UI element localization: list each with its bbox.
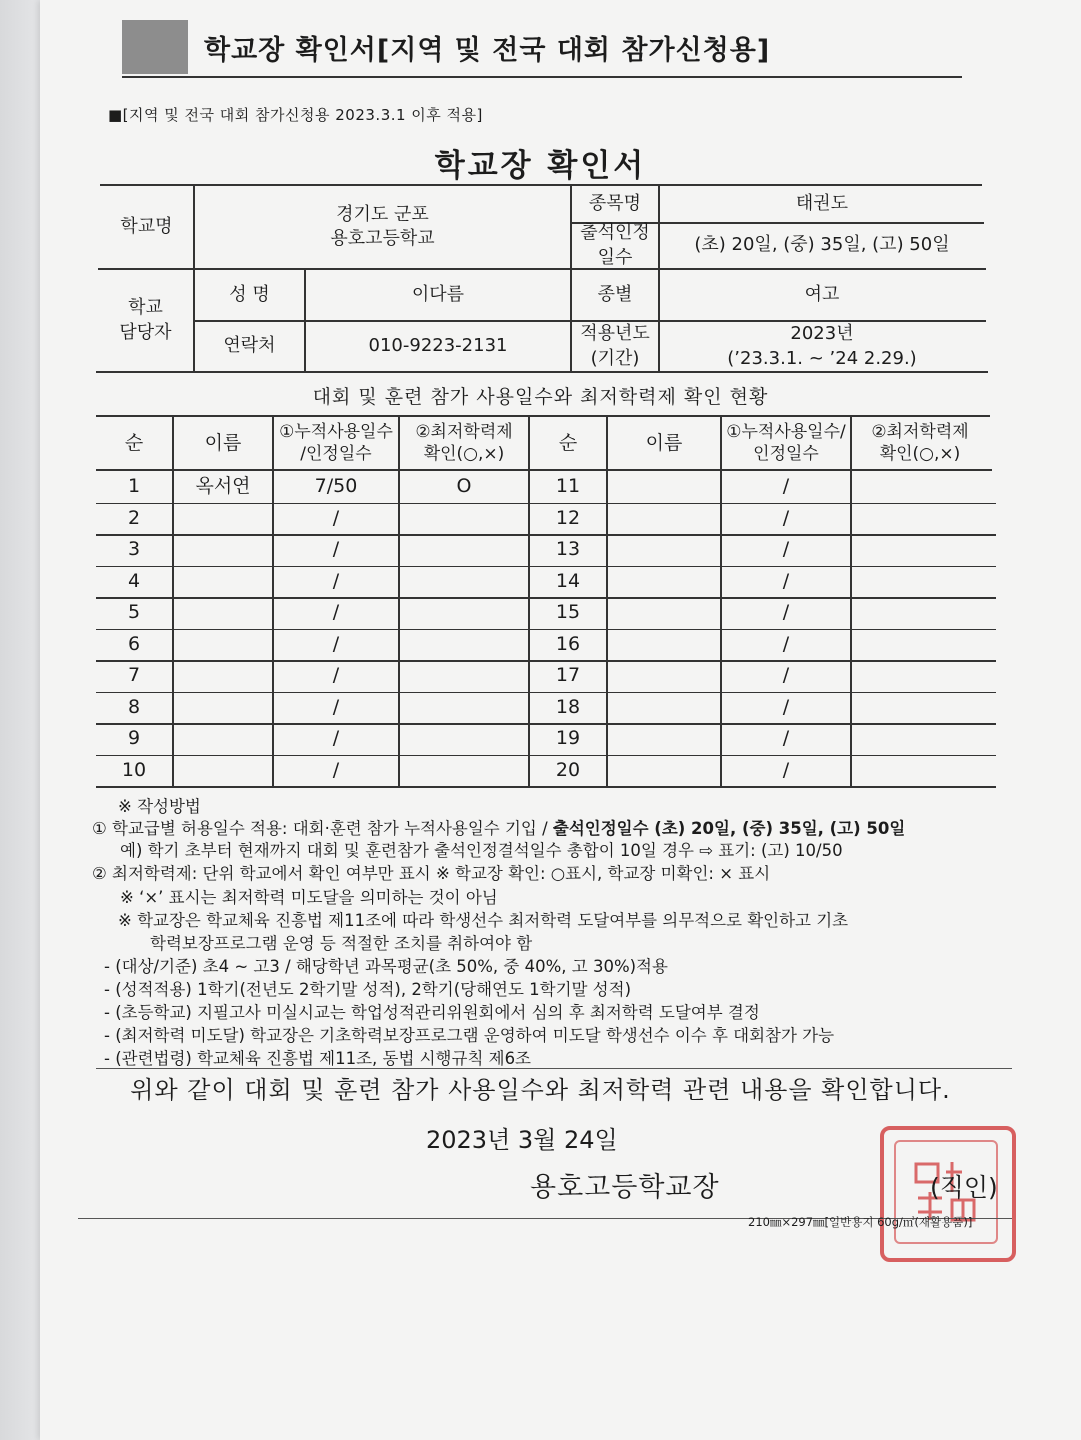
- roster-cell-no2: 12: [555, 506, 581, 529]
- phone-value: 010-9223-2131: [368, 335, 508, 357]
- roster-cell-no2: 19: [555, 727, 581, 750]
- roster-cell-days2: /: [782, 695, 790, 718]
- roster-cell-days2: /: [782, 538, 790, 561]
- note-1: [92, 815, 905, 839]
- banner-underline: [122, 76, 962, 78]
- header-no-left: 순: [124, 431, 144, 454]
- roster-cell-check: [400, 597, 528, 629]
- header-check-left: [400, 417, 528, 469]
- roster-cell-days2: /: [782, 475, 790, 498]
- roster-cell-days: /: [332, 632, 340, 655]
- roster-cell-no2: 17: [555, 664, 581, 687]
- roster-cell-no2: 16: [555, 632, 581, 655]
- attendance-label: [572, 223, 658, 268]
- section-title: 대회 및 훈련 참가 사용일수와 최저학력제 확인 현황: [312, 386, 769, 408]
- note-10: - (관련법령) 학교체육 진흥법 제11조, 동법 시행규칙 제6조: [104, 1049, 531, 1068]
- header-check-left-line1: ②최저학력제: [415, 421, 513, 442]
- note-2: ② 최저학력제: 단위 학교에서 확인 여부만 표시 ※ 학교장 확인: ○표시, 학교장 미확인: × 표시: [92, 864, 771, 883]
- roster-cell-no: 3: [127, 538, 141, 561]
- roster-cell-check: [400, 566, 528, 598]
- roster-cell-name: [174, 723, 272, 755]
- header-check-left-line2: 확인(○,×): [423, 444, 505, 464]
- note-5: 학력보장프로그램 운영 등 적절한 조치를 취하여야 함: [150, 934, 533, 953]
- roster-cell-check: [400, 534, 528, 566]
- school-line1: 경기도 군포: [336, 203, 429, 225]
- school-value: [195, 186, 570, 268]
- note-4: ※ 학교장은 학교체육 진흥법 제11조에 따라 학생선수 최저학력 도달여부를 의무적으로 확인하고 기초: [118, 911, 849, 930]
- phone-label: 연락처: [223, 335, 276, 357]
- roster-cell-check: [400, 723, 528, 755]
- roster-cell-check2: [852, 723, 988, 755]
- roster-cell-no: 10: [121, 758, 147, 781]
- roster-cell-days: /: [332, 758, 340, 781]
- note-7: - (성적적용) 1학기(전년도 2학기말 성적), 2학기(당해연도 1학기말 성적): [104, 980, 632, 999]
- header-check-right-line1: ②최저학력제: [871, 421, 969, 442]
- contact-label: [98, 270, 193, 371]
- roster-cell-name: [174, 534, 272, 566]
- roster-cell-name2: [608, 723, 720, 755]
- roster-cell-name: 옥서연: [195, 475, 251, 498]
- header-no-right: 순: [558, 431, 578, 454]
- roster-cell-no: 1: [127, 475, 141, 498]
- roster-cell-days: /: [332, 569, 340, 592]
- header-days-right: [722, 417, 850, 469]
- year-value-line2: (’23.3.1. ~ ’24 2.29.): [727, 347, 917, 369]
- sport-label: 종목명: [588, 192, 642, 214]
- year-value: [660, 322, 984, 371]
- roster-cell-name2: [608, 566, 720, 598]
- roster-cell-days: /: [332, 727, 340, 750]
- roster-cell-name: [174, 660, 272, 692]
- header-name-right: 이름: [645, 431, 683, 454]
- roster-cell-name2: [608, 534, 720, 566]
- roster-cell-check: [400, 692, 528, 724]
- roster-cell-no2: 14: [555, 569, 581, 592]
- roster-cell-days2: /: [782, 664, 790, 687]
- roster-cell-no: 4: [127, 569, 141, 592]
- roster-cell-name2: [608, 629, 720, 661]
- name-label: 성 명: [229, 283, 270, 305]
- roster-cell-name: [174, 503, 272, 535]
- roster-cell-no: 9: [127, 727, 141, 750]
- gender-label: 종별: [597, 283, 633, 305]
- roster-cell-days2: /: [782, 758, 790, 781]
- contact-label-line2: 담당자: [119, 321, 172, 343]
- roster-cell-name: [174, 597, 272, 629]
- header-days-right-line1: ①누적사용일수/: [726, 421, 846, 442]
- note-1-text: ① 학교급별 허용일수 적용: 대회·훈련 참가 누적사용일수 기입 /: [92, 819, 553, 838]
- roster-cell-no2: 20: [555, 758, 581, 781]
- header-days-right-line2: 인정일수: [753, 444, 819, 464]
- roster-cell-name2: [608, 660, 720, 692]
- roster-cell-check2: [852, 534, 988, 566]
- header-banner: [122, 20, 962, 78]
- attendance-label-line2: 일수: [597, 246, 633, 268]
- roster-cell-check2: [852, 471, 988, 503]
- banner-gray-box: [122, 20, 188, 74]
- header-name-left: 이름: [204, 431, 242, 454]
- header-check-right: [852, 417, 988, 469]
- roster-cell-name: [174, 566, 272, 598]
- roster-cell-days: /: [332, 601, 340, 624]
- roster-cell-no: 7: [127, 664, 141, 687]
- issue-date: 2023년 3월 24일: [426, 1126, 618, 1154]
- roster-cell-days2: /: [782, 506, 790, 529]
- roster-cell-check: [400, 503, 528, 535]
- signer-name: 용호고등학교장: [530, 1172, 720, 1203]
- note-1-example: 예) 학기 초부터 현재까지 대회 및 훈련참가 출석인정결석일수 총합이 10일 경우 ⇨ 표기: (고) 10/50: [120, 841, 843, 860]
- roster-cell-check2: [852, 629, 988, 661]
- sport-value: 태권도: [795, 192, 849, 214]
- school-label: 학교명: [120, 215, 173, 237]
- note-8: - (초등학교) 지필고사 미실시교는 학업성적관리위원회에서 심의 후 최저학력 도달여부 결정: [104, 1003, 760, 1022]
- roster-cell-days: /: [332, 695, 340, 718]
- roster-cell-check2: [852, 597, 988, 629]
- row-divider: [96, 786, 996, 788]
- roster-cell-no: 5: [127, 601, 141, 624]
- roster-cell-name: [174, 755, 272, 787]
- roster-cell-no: 8: [127, 695, 141, 718]
- roster-cell-days2: /: [782, 569, 790, 592]
- roster-cell-days2: /: [782, 601, 790, 624]
- roster-cell-name: [174, 692, 272, 724]
- background-surface: [0, 0, 40, 1440]
- roster-cell-check: [400, 629, 528, 661]
- roster-cell-no2: 11: [555, 475, 581, 498]
- school-line2: 용호고등학교: [330, 228, 435, 249]
- roster-cell-name2: [608, 471, 720, 503]
- roster-cell-no: 2: [127, 506, 141, 529]
- roster-cell-no2: 18: [555, 695, 581, 718]
- roster-cell-no: 6: [127, 632, 141, 655]
- attendance-value: (초) 20일, (중) 35일, (고) 50일: [694, 234, 950, 256]
- roster-cell-check2: [852, 692, 988, 724]
- roster-cell-name2: [608, 692, 720, 724]
- roster-cell-name: [174, 629, 272, 661]
- header-check-right-line2: 확인(○,×): [879, 444, 961, 464]
- roster-cell-name2: [608, 755, 720, 787]
- contact-label-line1: 학교: [128, 297, 163, 319]
- roster-cell-check: [400, 755, 528, 787]
- roster-cell-check: [400, 660, 528, 692]
- roster-cell-name2: [608, 597, 720, 629]
- roster-cell-days: 7/50: [314, 475, 358, 498]
- year-value-line1: 2023년: [790, 323, 854, 345]
- roster-cell-check2: [852, 755, 988, 787]
- document-title: 학교장 확인서: [434, 148, 647, 184]
- roster-cell-days: /: [332, 506, 340, 529]
- gender-value: 여고: [804, 283, 840, 305]
- note-9: - (최저학력 미도달) 학교장은 기초학력보장프로그램 운영하여 미도달 학생선수 이수 후 대회참가 가능: [104, 1026, 835, 1045]
- paper-spec-footer: 210㎜×297㎜[일반용지 60g/㎡(재활용품)]: [748, 1215, 973, 1229]
- attendance-label-line1: 출석인정: [580, 222, 650, 244]
- year-label-line1: 적용년도: [580, 323, 650, 345]
- header-days-left-line2: /인정일수: [300, 444, 372, 464]
- year-label: [572, 322, 658, 371]
- roster-cell-check: O: [456, 475, 472, 498]
- note-1-bold: 출석인정일수 (초) 20일, (중) 35일, (고) 50일: [552, 819, 906, 838]
- roster-cell-no2: 13: [555, 538, 581, 561]
- roster-cell-check2: [852, 566, 988, 598]
- roster-cell-no2: 15: [555, 601, 581, 624]
- header-days-left: [274, 417, 398, 469]
- form-subnote: ■[지역 및 전국 대회 참가신청용 2023.3.1 이후 적용]: [108, 106, 483, 124]
- notes-heading: ※ 작성방법: [118, 797, 201, 816]
- roster-cell-days2: /: [782, 727, 790, 750]
- stamp-label: (직인): [930, 1173, 998, 1202]
- roster-cell-check2: [852, 660, 988, 692]
- roster-cell-days: /: [332, 664, 340, 687]
- banner-title: 학교장 확인서[지역 및 전국 대회 참가신청용]: [204, 35, 771, 66]
- header-days-left-line1: ①누적사용일수: [279, 421, 393, 442]
- year-label-line2: (기간): [590, 347, 640, 369]
- roster-cell-check2: [852, 503, 988, 535]
- confirmation-statement: 위와 같이 대회 및 훈련 참가 사용일수와 최저학력 관련 내용을 확인합니다.: [130, 1076, 951, 1104]
- note-6: - (대상/기준) 초4 ~ 고3 / 해당학년 과목평균(초 50%, 중 40%, 고 30%)적용: [104, 957, 668, 976]
- roster-cell-name2: [608, 503, 720, 535]
- roster-cell-days: /: [332, 538, 340, 561]
- name-value: 이다름: [411, 283, 465, 305]
- roster-cell-days2: /: [782, 632, 790, 655]
- note-3: ※ ‘×’ 표시는 최저학력 미도달을 의미하는 것이 아님: [120, 888, 498, 907]
